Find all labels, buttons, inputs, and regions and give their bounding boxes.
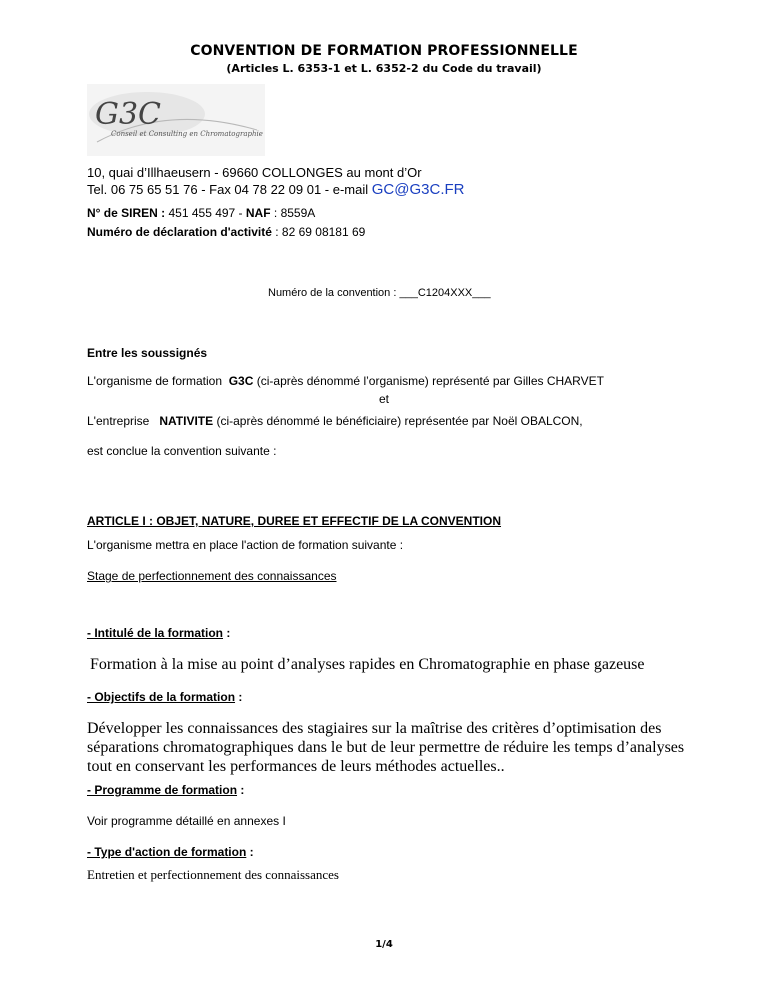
- formation-title-colon: :: [223, 626, 231, 640]
- objectives-colon: :: [235, 690, 243, 704]
- stage-type: Stage de perfectionnement des connaissances: [87, 569, 337, 583]
- objectives-line: Développer les connaissances des stagiaires sur la maîtrise des critères d’optimisation des: [87, 720, 662, 737]
- objectives-line: séparations chromatographiques dans le but de leur permettre de réduire les temps d’analyses: [87, 739, 685, 756]
- company-suffix: (ci-après dénommé le bénéficiaire) représentée par Noël OBALCON,: [216, 414, 583, 428]
- declaration-label: Numéro de déclaration d'activité: [87, 225, 272, 239]
- svg-text:G3C: G3C: [95, 97, 162, 132]
- type-label: [87, 845, 254, 859]
- parties-organism: [87, 374, 604, 388]
- type-colon: :: [246, 845, 254, 859]
- company-prefix: L'entreprise: [87, 414, 150, 428]
- parties-and: et: [378, 392, 389, 406]
- siren-value: 451 455 497 -: [168, 206, 243, 220]
- siren-label: N° de SIREN :: [87, 206, 166, 220]
- program-label: [87, 783, 244, 797]
- parties-company: [87, 414, 583, 428]
- page-number: 1/4: [375, 939, 393, 950]
- formation-title-label-text: - Intitulé de la formation: [87, 626, 224, 640]
- formation-title-value: Formation à la mise au point d’analyses rapides en Chromatographie en phase gazeuse: [90, 656, 645, 673]
- company-address: 10, quai d’Illhaeusern - 69660 COLLONGES au mont d’Or: [87, 165, 422, 180]
- convention-number: Numéro de la convention : ___C1204XXX___: [268, 287, 491, 299]
- parties-conclusion: est conclue la convention suivante :: [87, 444, 277, 458]
- formation-title-label: [87, 626, 230, 640]
- document-subtitle: (Articles L. 6353-1 et L. 6352-2 du Code du travail): [226, 62, 542, 75]
- program-label-text: - Programme de formation: [87, 783, 238, 797]
- program-value: Voir programme détaillé en annexes I: [87, 814, 286, 828]
- org-name: G3C: [228, 374, 254, 388]
- logo-tagline: Conseil et Consulting en Chromatographie: [111, 130, 263, 138]
- company-contact: [87, 181, 464, 198]
- naf-value: : 8559A: [273, 206, 316, 220]
- company-logo: [87, 84, 265, 156]
- parties-heading: Entre les soussignés: [87, 346, 208, 360]
- article1-heading: ARTICLE I : OBJET, NATURE, DUREE ET EFFECTIF DE LA CONVENTION: [87, 514, 502, 528]
- org-prefix: L'organisme de formation: [87, 374, 223, 388]
- org-suffix: (ci-après dénommé l’organisme) représenté par Gilles CHARVET: [256, 374, 604, 388]
- naf-label: NAF: [245, 206, 271, 220]
- email-link[interactable]: GC@G3C.FR: [371, 181, 465, 198]
- declaration-line: [87, 225, 365, 239]
- company-name: NATIVITE: [159, 414, 214, 428]
- type-label-text: - Type d'action de formation: [87, 845, 247, 859]
- document-title: CONVENTION DE FORMATION PROFESSIONNELLE: [190, 43, 578, 59]
- declaration-value: : 82 69 08181 69: [275, 225, 366, 239]
- logo-graphic: [87, 84, 265, 156]
- objectives-line: tout en conservant les performances de leurs méthodes actuelles..: [87, 758, 505, 775]
- article1-intro: L'organisme mettra en place l'action de formation suivante :: [87, 538, 404, 552]
- objectives-label-text: - Objectifs de la formation: [87, 690, 236, 704]
- type-value: Entretien et perfectionnement des connaissances: [87, 867, 339, 882]
- objectives-label: [87, 690, 242, 704]
- siren-line: [87, 206, 315, 220]
- objectives-text: [87, 719, 684, 776]
- program-colon: :: [237, 783, 245, 797]
- phone-fax: Tel. 06 75 65 51 76 - Fax 04 78 22 09 01 - e-mail: [87, 182, 369, 197]
